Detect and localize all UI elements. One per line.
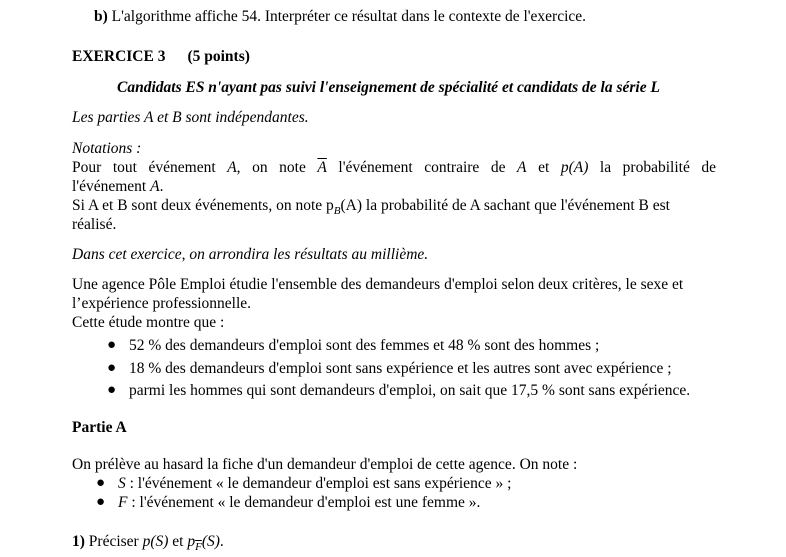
- text-run: et: [526, 159, 561, 176]
- math-A: A: [517, 159, 527, 176]
- text-run: la probabilité de: [588, 159, 717, 176]
- event-symbol: S: [118, 475, 126, 492]
- question-1: [72, 532, 224, 557]
- math-A: A: [227, 159, 237, 176]
- notations-line-4: réalisé.: [72, 216, 117, 233]
- math-A: A: [150, 178, 160, 195]
- event-item: [118, 474, 511, 493]
- independence-note: Les parties A et B sont indépendantes.: [72, 109, 309, 126]
- bullet-icon: ●: [96, 494, 106, 510]
- text-run: , on note: [236, 159, 318, 176]
- fact-item: 52 % des demandeurs d'emploi sont des femmes et 48 % sont des hommes ;: [129, 337, 600, 354]
- subscript-B: B: [333, 205, 341, 218]
- subscript-F-bar: F: [195, 541, 202, 554]
- question-b: [94, 7, 586, 26]
- fact-item: 18 % des demandeurs d'emploi sont sans expérience et les autres sont avec expérience ;: [129, 360, 672, 377]
- notations-line-3: [72, 196, 670, 221]
- question-1-number: 1): [72, 533, 85, 550]
- intro-line-2: l’expérience professionnelle.: [72, 295, 252, 312]
- text-run: l'événement contraire de: [326, 159, 518, 176]
- exercise-points: (5 points): [187, 48, 250, 65]
- fact-item: parmi les hommes qui sont demandeurs d'emploi, on sait que 17,5 % sont sans expérience.: [129, 382, 691, 399]
- bullet-icon: ●: [107, 382, 117, 398]
- text-run: Préciser: [84, 533, 143, 550]
- math-p: p: [187, 533, 196, 550]
- rounding-note: Dans cet exercice, on arrondira les résultats au millième.: [72, 246, 429, 263]
- part-a-title: Partie A: [72, 419, 127, 436]
- bullet-icon: ●: [107, 360, 117, 376]
- candidates-line: Candidats ES n'ayant pas suivi l'enseignement de spécialité et candidats de la série L: [117, 79, 660, 96]
- text-run: Si A et B sont deux événements, on note p: [72, 197, 334, 214]
- event-text: : l'événement « le demandeur d'emploi est sans expérience » ;: [125, 475, 512, 492]
- event-symbol: F: [118, 494, 128, 511]
- bullet-icon: ●: [96, 475, 106, 491]
- intro-line-3: Cette étude montre que :: [72, 314, 225, 331]
- text-run: .: [159, 178, 164, 195]
- bullet-icon: ●: [107, 337, 117, 353]
- part-a-intro: On prélève au hasard la fiche d'un demandeur d'emploi de cette agence. On note :: [72, 456, 578, 473]
- text-run: .: [219, 533, 224, 550]
- notations-line-2: [72, 177, 163, 196]
- question-b-text: L'algorithme affiche 54. Interpréter ce résultat dans le contexte de l'exercice.: [107, 8, 587, 25]
- exercise-title: EXERCICE 3: [72, 48, 166, 65]
- event-item: [118, 493, 480, 512]
- notations-title: Notations :: [72, 140, 142, 157]
- math-S: (S): [201, 533, 220, 550]
- text-run: l'événement: [72, 178, 151, 195]
- text-run: Pour tout événement: [72, 159, 228, 176]
- math-pS: p(S): [142, 533, 169, 550]
- text-run: (A) la probabilité de A sachant que l'événement B est: [340, 197, 670, 214]
- question-b-number: b): [94, 8, 108, 25]
- notations-line-1: [72, 158, 716, 177]
- math-A-bar: $\overline{A}$: [317, 159, 327, 176]
- event-text: : l'événement « le demandeur d'emploi est une femme ».: [127, 494, 481, 511]
- math-pA: p(A): [560, 159, 589, 176]
- exercise-heading: [72, 47, 250, 66]
- intro-line-1: Une agence Pôle Emploi étudie l'ensemble des demandeurs d'emploi selon deux critères, le sexe et: [72, 276, 684, 293]
- text-run: et: [168, 533, 188, 550]
